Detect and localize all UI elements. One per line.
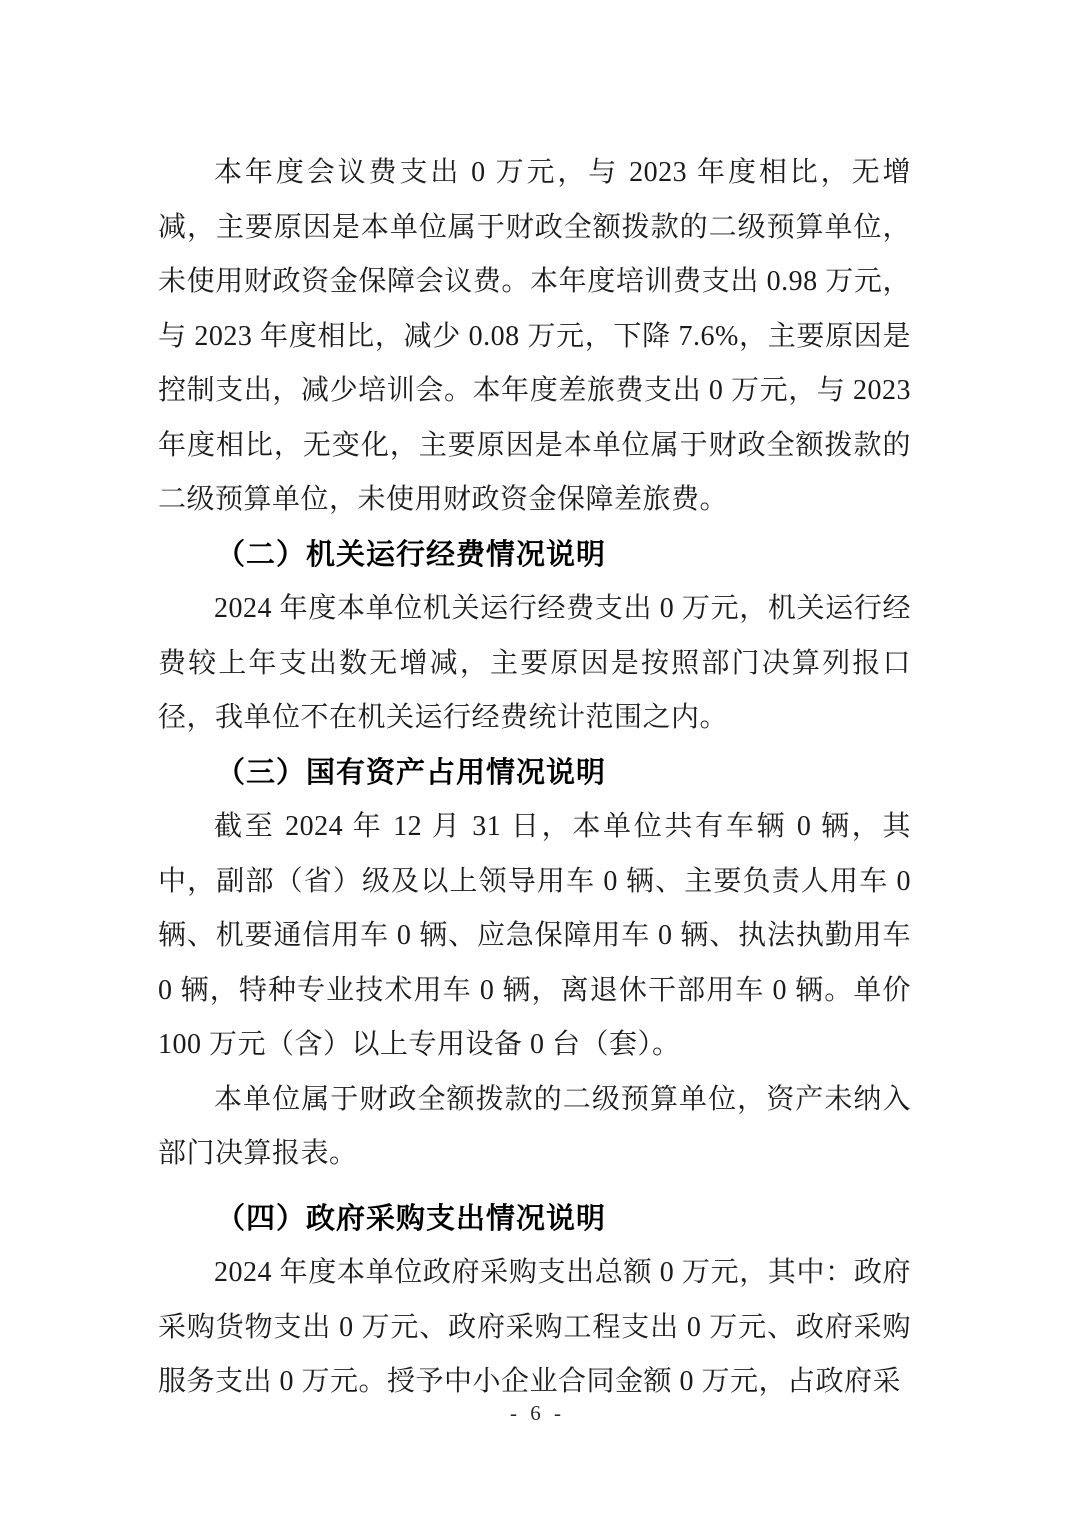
page-number: - 6 - (510, 1401, 565, 1425)
paragraph-government-procurement: 2024 年度本单位政府采购支出总额 0 万元，其中：政府采购货物支出 0 万元、政府采购工程支出 0 万元、政府采购服务支出 0 万元。授予中小企业合同金额 0 万元，占政府采 (158, 1257, 911, 1397)
heading-section-2-operating-expense: （二）机关运行经费情况说明 (216, 538, 607, 571)
paragraph-meeting-training-travel-expense: 本年度会议费支出 0 万元，与 2023 年度相比，无增减，主要原因是本单位属于财政全额拨款的二级预算单位，未使用财政资金保障会议费。本年度培训费支出 0.98 万元，与 2023 年度相比，减少 0.08 万元，下降 7.6%，主要原因是控制支出，减少培训会。本年度差旅费支出 0 万元，与 2023 年度相比，无变化，主要原因是本单位属于财政全额拨款的二级预算单位，未使用财政资金保障差旅费。 (158, 157, 911, 515)
heading-section-3-state-assets: （三）国有资产占用情况说明 (216, 756, 607, 789)
heading-section-4-government-procurement: （四）政府采购支出情况说明 (216, 1202, 607, 1235)
paragraph-assets-not-included: 本单位属于财政全额拨款的二级预算单位，资产未纳入部门决算报表。 (158, 1083, 911, 1169)
paragraph-vehicles-and-equipment: 截至 2024 年 12 月 31 日，本单位共有车辆 0 辆，其中，副部（省）级及以上领导用车 0 辆、主要负责人用车 0 辆、机要通信用车 0 辆、应急保障用车 0 辆、执法执勤用车 0 辆，特种专业技术用车 0 辆，离退休干部用车 0 辆。单价 100 万元（含）以上专用设备 0 台（套）。 (158, 811, 911, 1060)
document-body (158, 146, 911, 1410)
paragraph-operating-expense: 2024 年度本单位机关运行经费支出 0 万元，机关运行经费较上年支出数无增减，主要原因是按照部门决算列报口径，我单位不在机关运行经费统计范围之内。 (158, 593, 911, 733)
